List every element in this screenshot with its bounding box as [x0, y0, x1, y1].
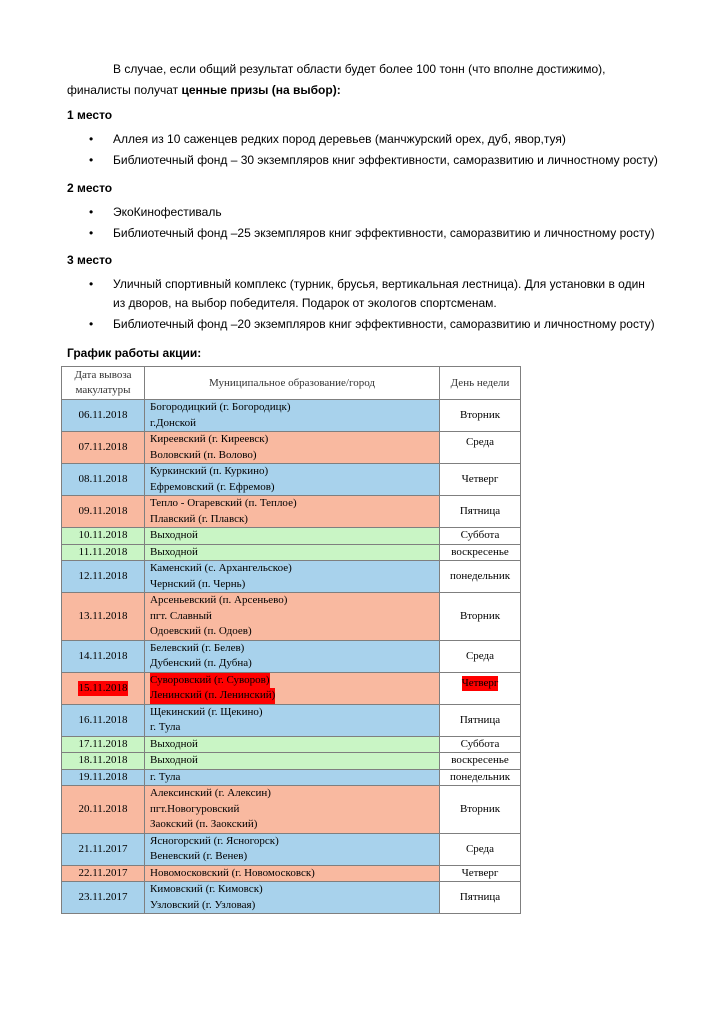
- table-row: [62, 769, 521, 786]
- cell-municipality: [145, 769, 440, 786]
- municipality-line: Одоевский (п. Одоев): [150, 625, 252, 637]
- place-2-item-2: Библиотечный фонд –25 экземпляров книг эффективности, саморазвитию и личностному росту): [113, 226, 655, 240]
- cell-day: [440, 769, 521, 786]
- cell-municipality: [145, 400, 440, 432]
- municipality-line-highlight: Суворовский (г. Суворов): [150, 673, 270, 689]
- place-1-item-2: Библиотечный фонд – 30 экземпляров книг эффективности, саморазвитию и личностному росту): [113, 153, 658, 167]
- municipality-line: Алексинский (г. Алексин): [150, 787, 271, 799]
- date-text: 07.11.2018: [78, 441, 128, 453]
- table-row: [62, 528, 521, 545]
- cell-date: [62, 704, 145, 736]
- cell-date: [62, 736, 145, 753]
- intro-line-1: В случае, если общий результат области будет более 100 тонн (что вполне достижимо),: [113, 62, 606, 76]
- day-text: Вторник: [459, 409, 501, 421]
- place-3-item-1: Уличный спортивный комплекс (турник, брусья, вертикальная лестница). Для установки в один: [113, 277, 645, 291]
- cell-municipality: [145, 464, 440, 496]
- place-1-heading: 1 место: [67, 108, 113, 122]
- day-text: Вторник: [459, 802, 501, 815]
- cell-municipality: [145, 704, 440, 736]
- municipality-line: Новомосковский (г. Новомосковск): [150, 866, 315, 879]
- municipality-line: Каменский (с. Архангельское): [150, 562, 292, 574]
- date-text: 19.11.2018: [78, 770, 128, 783]
- cell-date: [62, 640, 145, 672]
- place-3-item-1-cont: из дворов, на выбор победителя. Подарок от экологов спортсменам.: [113, 296, 497, 310]
- cell-date: [62, 544, 145, 561]
- cell-day: [440, 528, 521, 545]
- municipality-line: Щекинский (г. Щекино): [150, 705, 263, 718]
- municipality-line: Богородицкий (г. Богородицк): [150, 401, 291, 413]
- table-row: [62, 561, 521, 593]
- cell-day: [440, 704, 521, 736]
- intro-line-2-text: финалисты получат: [67, 83, 182, 97]
- day-text: Пятница: [459, 891, 501, 903]
- place-2-heading: 2 место: [67, 181, 113, 195]
- cell-date: [62, 882, 145, 914]
- cell-municipality: [145, 593, 440, 641]
- cell-municipality: [145, 496, 440, 528]
- bullet-icon: •: [89, 317, 94, 331]
- municipality-line: Выходной: [150, 737, 198, 750]
- cell-date: [62, 672, 145, 704]
- cell-date: [62, 400, 145, 432]
- place-3-heading: 3 место: [67, 253, 113, 267]
- municipality-line: пгт.Новогуровский: [150, 802, 240, 815]
- municipality-line: г.Донской: [150, 416, 196, 429]
- municipality-line: Воловский (п. Волово): [150, 448, 257, 461]
- municipality-line: Белевский (г. Белев): [150, 641, 245, 654]
- cell-municipality: [145, 432, 440, 464]
- day-text: Среда: [465, 436, 495, 448]
- municipality-line: г. Тула: [150, 721, 181, 733]
- schedule-table: [61, 366, 521, 914]
- cell-municipality: [145, 672, 440, 704]
- day-text: Пятница: [459, 505, 501, 517]
- date-text: 15.11.2018: [78, 681, 128, 694]
- cell-date: [62, 528, 145, 545]
- date-text: 09.11.2018: [78, 505, 128, 517]
- cell-day: [440, 496, 521, 528]
- day-text: Пятница: [459, 713, 501, 726]
- day-text: Суббота: [460, 529, 500, 542]
- table-row: [62, 432, 521, 464]
- table-header-row: [62, 367, 521, 400]
- bullet-icon: •: [89, 277, 94, 291]
- municipality-line-highlight: Ленинский (п. Ленинский): [150, 688, 275, 704]
- municipality-line: Заокский (п. Заокский): [150, 818, 258, 830]
- cell-municipality: [145, 753, 440, 770]
- schedule-title: График работы акции:: [67, 346, 202, 360]
- table-row: [62, 593, 521, 641]
- cell-date: [62, 833, 145, 865]
- cell-municipality: [145, 786, 440, 834]
- table-row: [62, 882, 521, 914]
- cell-municipality: [145, 528, 440, 545]
- cell-day: [440, 464, 521, 496]
- bullet-icon: •: [89, 132, 94, 146]
- table-row: [62, 704, 521, 736]
- municipality-line: пгт. Славный: [150, 609, 212, 622]
- cell-day: [440, 672, 521, 704]
- cell-day: [440, 400, 521, 432]
- date-text: 10.11.2018: [78, 529, 128, 542]
- day-text: Вторник: [459, 609, 501, 622]
- bullet-icon: •: [89, 226, 94, 240]
- table-row: [62, 640, 521, 672]
- date-text: 06.11.2018: [78, 409, 128, 421]
- cell-date: [62, 769, 145, 786]
- cell-day: [440, 561, 521, 593]
- day-text: Суббота: [460, 737, 500, 750]
- cell-date: [62, 464, 145, 496]
- date-text: 21.11.2017: [78, 842, 128, 855]
- municipality-line: [150, 688, 434, 704]
- table-row: [62, 753, 521, 770]
- date-text: 16.11.2018: [78, 713, 128, 726]
- cell-date: [62, 432, 145, 464]
- municipality-line: Киреевский (г. Киреевск): [150, 433, 269, 445]
- table-row: [62, 496, 521, 528]
- cell-municipality: [145, 544, 440, 561]
- schedule-body: [62, 400, 521, 914]
- municipality-line: Куркинский (п. Куркино): [150, 465, 269, 477]
- municipality-line: Ясногорский (г. Ясногорск): [150, 834, 279, 847]
- date-text: 22.11.2017: [78, 866, 128, 879]
- municipality-line: Тепло - Огаревский (п. Теплое): [150, 497, 297, 509]
- municipality-line: [150, 673, 434, 689]
- date-text: 17.11.2018: [78, 737, 128, 750]
- place-1-item-1: Аллея из 10 саженцев редких пород деревьев (манчжурский орех, дуб, явор,туя): [113, 132, 566, 146]
- date-text: 08.11.2018: [78, 473, 128, 485]
- cell-municipality: [145, 882, 440, 914]
- municipality-line: Выходной: [150, 545, 198, 558]
- cell-date: [62, 753, 145, 770]
- table-row: [62, 464, 521, 496]
- day-text: воскресенье: [451, 754, 509, 767]
- municipality-line: Узловский (г. Узловая): [150, 898, 256, 911]
- header-municipality: Муниципальное образование/город: [145, 367, 440, 400]
- date-text: 20.11.2018: [78, 802, 128, 815]
- municipality-line: г. Тула: [150, 770, 181, 783]
- table-row: [62, 736, 521, 753]
- date-text: 18.11.2018: [78, 754, 128, 767]
- municipality-line: Дубенский (п. Дубна): [150, 657, 252, 669]
- cell-date: [62, 561, 145, 593]
- municipality-line: Арсеньевский (п. Арсеньево): [150, 594, 288, 606]
- cell-day: [440, 432, 521, 464]
- cell-date: [62, 865, 145, 882]
- intro-line-2: [67, 82, 341, 98]
- prizes-bold-text: ценные призы (на выбор):: [181, 83, 341, 97]
- day-text: воскресенье: [451, 545, 509, 558]
- table-row: [62, 672, 521, 704]
- bullet-icon: •: [89, 205, 94, 219]
- day-text: Среда: [465, 649, 495, 662]
- date-text: 23.11.2017: [78, 891, 128, 903]
- date-text: 14.11.2018: [78, 649, 128, 662]
- municipality-line: Ефремовский (г. Ефремов): [150, 480, 275, 493]
- place-2-item-1: ЭкоКинофестиваль: [113, 205, 222, 219]
- date-text: 12.11.2018: [78, 570, 128, 582]
- municipality-line: Кимовский (г. Кимовск): [150, 883, 263, 895]
- cell-municipality: [145, 640, 440, 672]
- place-3-item-2: Библиотечный фонд –20 экземпляров книг эффективности, саморазвитию и личностному росту): [113, 317, 655, 331]
- cell-day: [440, 865, 521, 882]
- municipality-line: Выходной: [150, 529, 198, 541]
- cell-day: [440, 544, 521, 561]
- cell-day: [440, 833, 521, 865]
- cell-municipality: [145, 865, 440, 882]
- cell-date: [62, 496, 145, 528]
- cell-day: [440, 593, 521, 641]
- cell-municipality: [145, 736, 440, 753]
- cell-municipality: [145, 561, 440, 593]
- municipality-line: Чернский (п. Чернь): [150, 577, 246, 590]
- municipality-line: Выходной: [150, 754, 198, 766]
- cell-municipality: [145, 833, 440, 865]
- table-row: [62, 833, 521, 865]
- header-day: День недели: [440, 367, 521, 400]
- cell-day: [440, 786, 521, 834]
- cell-date: [62, 786, 145, 834]
- cell-day: [440, 640, 521, 672]
- table-row: [62, 400, 521, 432]
- header-date: Дата вывоза макулатуры: [62, 367, 145, 400]
- day-text: Четверг: [461, 676, 499, 689]
- municipality-line: Веневский (г. Венев): [150, 850, 248, 862]
- cell-date: [62, 593, 145, 641]
- day-text: Четверг: [461, 473, 499, 485]
- cell-day: [440, 736, 521, 753]
- cell-day: [440, 753, 521, 770]
- cell-day: [440, 882, 521, 914]
- date-text: 11.11.2018: [78, 545, 128, 558]
- table-row: [62, 544, 521, 561]
- date-text: 13.11.2018: [78, 609, 128, 622]
- day-text: Четверг: [461, 866, 499, 879]
- day-text: понедельник: [449, 570, 511, 582]
- table-row: [62, 865, 521, 882]
- bullet-icon: •: [89, 153, 94, 167]
- table-row: [62, 786, 521, 834]
- municipality-line: Плавский (г. Плавск): [150, 512, 248, 525]
- day-text: Среда: [465, 842, 495, 855]
- day-text: понедельник: [449, 770, 511, 783]
